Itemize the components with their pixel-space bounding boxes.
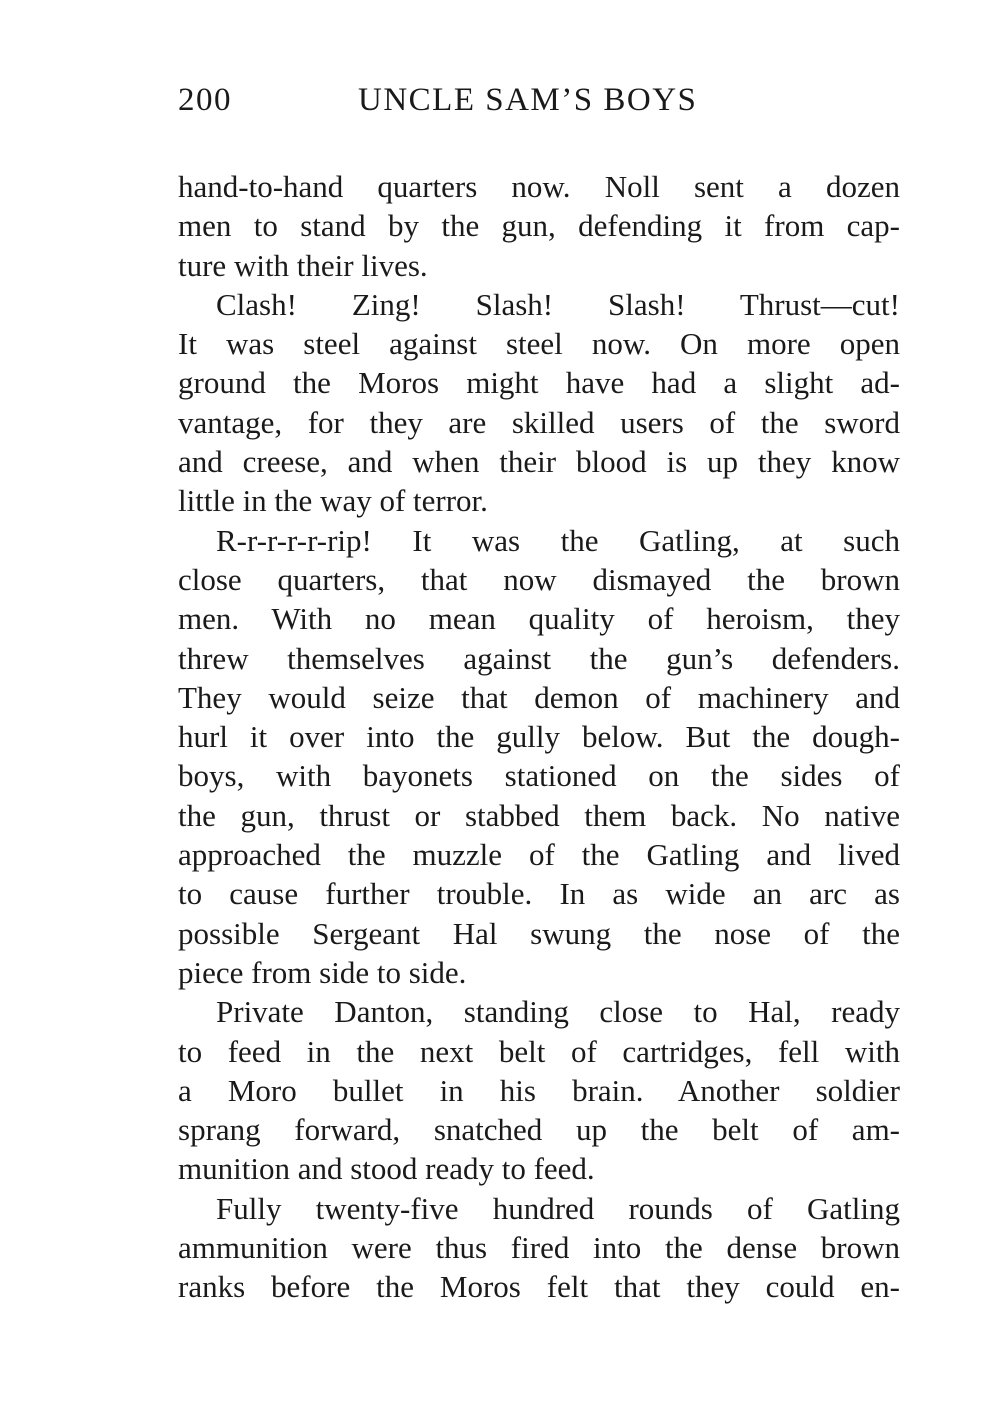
text-line: sprang forward, snatched up the belt of am- xyxy=(178,1112,900,1148)
text-line: Private Danton, standing close to Hal, ready xyxy=(216,994,900,1030)
text-line: ranks before the Moros felt that they could en- xyxy=(178,1269,900,1305)
paragraph xyxy=(178,521,900,993)
text-line: piece from side to side. xyxy=(178,954,467,990)
text-line: They would seize that demon of machinery and xyxy=(178,679,900,715)
page-number: 200 xyxy=(178,82,232,118)
text-line: little in the way of terror. xyxy=(178,483,488,519)
text-line: hand-to-hand quarters now. Noll sent a dozen xyxy=(178,169,900,204)
running-head xyxy=(178,82,738,126)
text-line: to cause further trouble. In as wide an arc as xyxy=(178,876,900,912)
text-line: approached the muzzle of the Gatling and lived xyxy=(178,837,900,873)
text-line: close quarters, that now dismayed the brown xyxy=(178,561,900,597)
paragraph xyxy=(178,285,900,521)
text-line: to feed in the next belt of cartridges, fell with xyxy=(178,1033,900,1069)
text-line: men. With no mean quality of heroism, they xyxy=(178,601,900,637)
text-line: ture with their lives. xyxy=(178,247,428,283)
text-line: Fully twenty-five hundred rounds of Gatling xyxy=(216,1190,900,1226)
body-text xyxy=(178,167,900,1307)
paragraph xyxy=(178,992,900,1188)
paragraph xyxy=(178,167,900,285)
text-line: the gun, thrust or stabbed them back. No native xyxy=(178,797,900,833)
text-line: boys, with bayonets stationed on the sides of xyxy=(178,758,900,794)
text-line: R-r-r-r-r-rip! It was the Gatling, at such xyxy=(216,522,900,558)
text-line: possible Sergeant Hal swung the nose of the xyxy=(178,915,900,951)
text-line: Clash! Zing! Slash! Slash! Thrust—cut! xyxy=(216,286,900,322)
text-line: munition and stood ready to feed. xyxy=(178,1151,595,1187)
text-line: a Moro bullet in his brain. Another soldier xyxy=(178,1072,900,1108)
text-line: vantage, for they are skilled users of the sword xyxy=(178,404,900,440)
text-line: It was steel against steel now. On more open xyxy=(178,326,900,362)
text-line: ammunition were thus fired into the dense brown xyxy=(178,1230,900,1266)
text-line: hurl it over into the gully below. But the dough- xyxy=(178,719,900,755)
text-line: threw themselves against the gun’s defenders. xyxy=(178,640,900,676)
text-line: ground the Moros might have had a slight ad- xyxy=(178,365,900,401)
running-title: UNCLE SAM’S BOYS xyxy=(358,82,698,118)
paragraph xyxy=(178,1189,900,1307)
text-line: men to stand by the gun, defending it from cap- xyxy=(178,208,900,244)
text-line: and creese, and when their blood is up they know xyxy=(178,444,900,480)
